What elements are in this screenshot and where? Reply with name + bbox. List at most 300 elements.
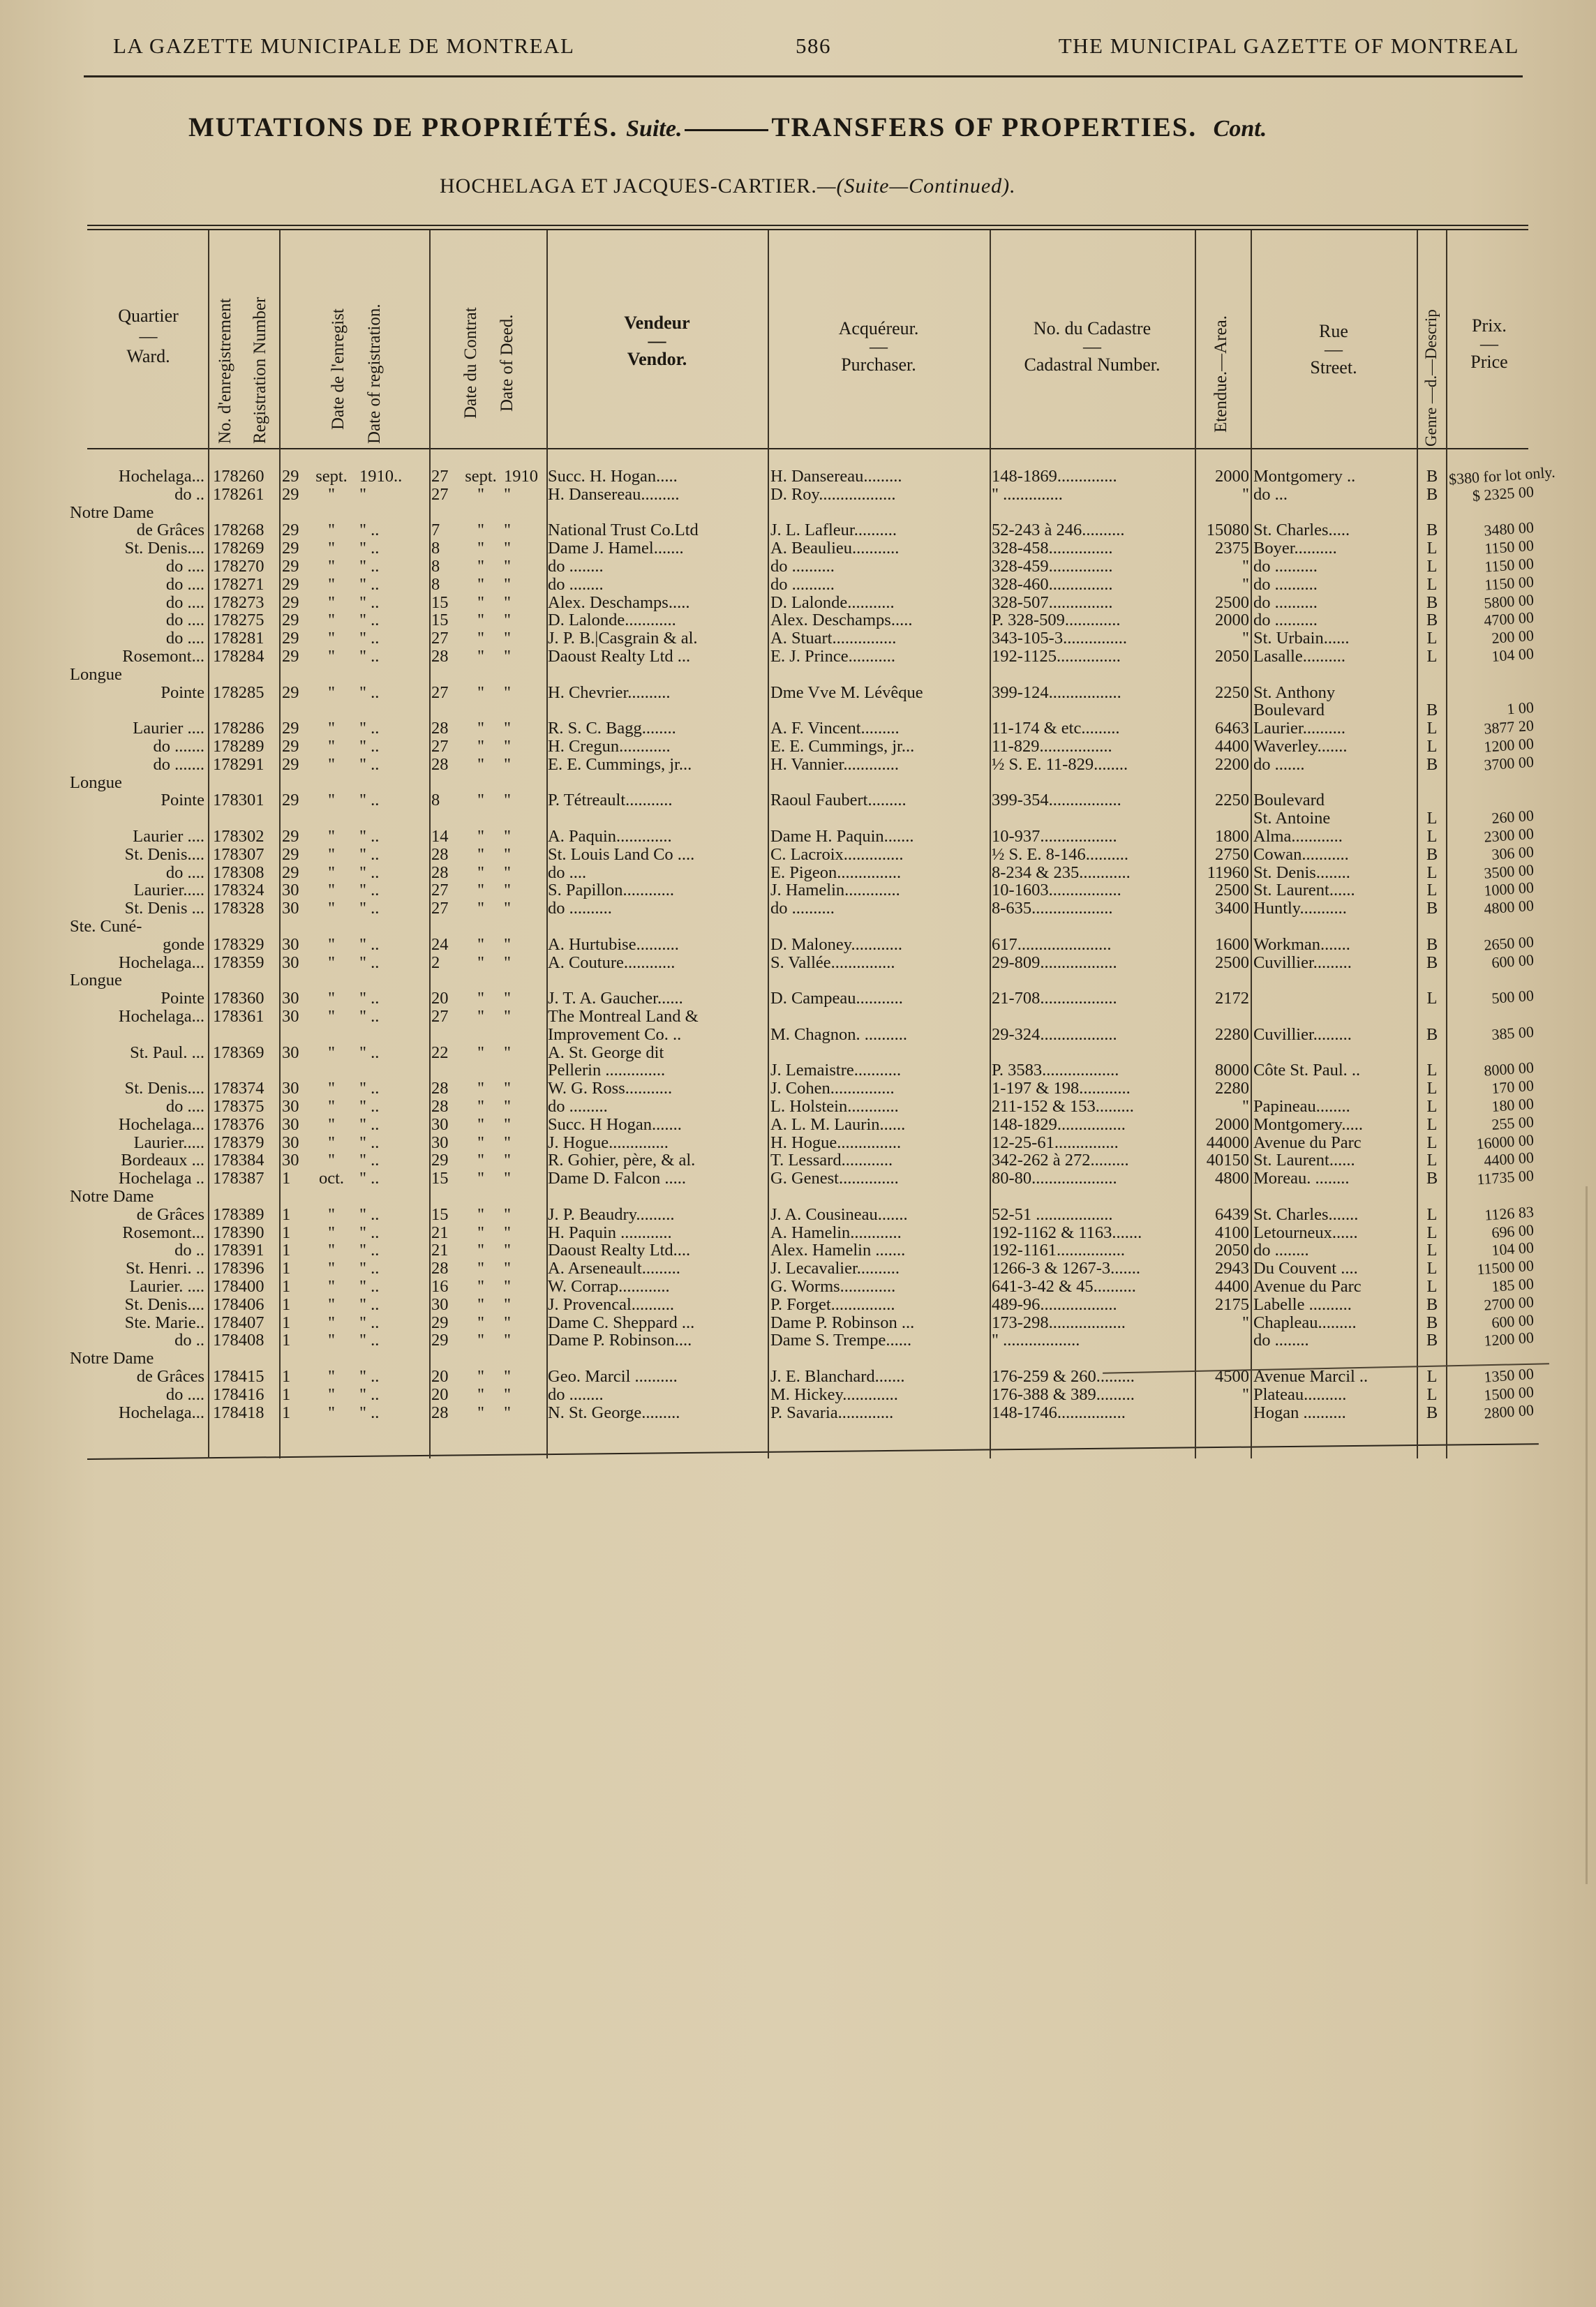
header-left: LA GAZETTE MUNICIPALE DE MONTREAL (113, 33, 575, 58)
cell-reg-number: 178260 (213, 468, 264, 486)
cell-vendor: A. Paquin............. (548, 828, 672, 846)
cell-price: 696 00 (1491, 1220, 1535, 1241)
cell-area: 6463 (1215, 719, 1249, 738)
cell-vendor: do ......... (548, 1098, 608, 1116)
cell-deed-month: " (477, 738, 484, 756)
cell-purchaser: A. Hamelin............ (770, 1223, 902, 1242)
table-row (0, 1256, 1596, 1278)
cell-reg-number: 178418 (213, 1403, 264, 1422)
cell-reg-year: 1910.. (359, 468, 403, 486)
cell-street: do .......... (1253, 558, 1318, 576)
cell-area: 2250 (1215, 683, 1249, 702)
cell-reg-number: 178281 (213, 629, 264, 648)
cell-purchaser: E. E. Cummings, jr... (770, 738, 915, 756)
cell-reg-month: " (327, 1368, 335, 1386)
cell-reg-month: " (327, 1241, 335, 1260)
cell-reg-number: 178269 (213, 539, 264, 558)
cell-genre: L (1426, 738, 1438, 756)
cell-cadastre: ½ S. E. 11-829........ (992, 755, 1128, 774)
cell-genre: L (1426, 1278, 1438, 1296)
cell-area: 2500 (1215, 953, 1249, 972)
cell-deed-day: 27 (431, 1008, 449, 1026)
cell-price: 1150 00 (1484, 536, 1535, 558)
cell-reg-day: 29 (282, 539, 299, 558)
cell-deed-month: " (477, 791, 484, 810)
cell-deed-day: 20 (431, 1368, 449, 1386)
cell-deed-year: " (504, 1295, 512, 1314)
cell-street: Workman....... (1253, 935, 1350, 954)
cell-deed-day: 29 (431, 1151, 449, 1170)
cell-purchaser: J. Cohen............... (770, 1080, 895, 1098)
cell-area: 2280 (1215, 1025, 1249, 1044)
cell-price: 104 00 (1491, 644, 1535, 665)
cell-purchaser: do .......... (770, 558, 835, 576)
cell-ward: do .... (165, 593, 204, 612)
cell-ward: gonde (163, 935, 204, 954)
cell-street: Cowan........... (1253, 845, 1349, 864)
cell-ward: St. Henri. .. (126, 1260, 204, 1278)
table-row (0, 554, 1596, 576)
cell-cadastre: P. 328-509............. (992, 611, 1121, 630)
cell-reg-month: " (327, 1043, 335, 1062)
cell-street: Chapleau......... (1253, 1313, 1357, 1332)
cell-cadastre: 52-243 à 246.......... (992, 521, 1125, 540)
cell-deed-year: " (504, 1098, 512, 1116)
cell-cadastre: 343-105-3............... (992, 629, 1127, 648)
cell-cadastre: 342-262 à 272......... (992, 1151, 1129, 1170)
cell-deed-day: 30 (431, 1115, 449, 1134)
cell-reg-year: " .. (359, 648, 380, 666)
cell-reg-day: 29 (282, 593, 299, 612)
cell-deed-month: " (477, 1170, 484, 1188)
cell-reg-month: " (327, 629, 335, 648)
cell-deed-year: " (504, 738, 512, 756)
cell-street: do ....... (1253, 755, 1305, 774)
cell-ward: Notre Dame (70, 1350, 154, 1368)
cell-reg-number: 178308 (213, 863, 264, 882)
cell-reg-number: 178302 (213, 828, 264, 846)
cell-cadastre: 21-708.................. (992, 990, 1117, 1008)
cell-cadastre: 11-829................. (992, 738, 1112, 756)
cell-purchaser: H. Hogue............... (770, 1133, 902, 1152)
cell-ward: St. Denis.... (124, 1295, 204, 1314)
cell-deed-month: " (477, 755, 484, 774)
col-header-genre: Genre —d.—Descrip (1422, 309, 1440, 447)
cell-deed-month: " (477, 953, 484, 972)
cell-genre: L (1426, 863, 1438, 882)
cell-reg-day: 1 (282, 1295, 291, 1314)
cell-deed-month: " (477, 1043, 484, 1062)
table-row (0, 1044, 1596, 1062)
cell-vendor: J. Provencal.......... (548, 1295, 674, 1314)
cell-reg-number: 178406 (213, 1295, 264, 1314)
cell-reg-number: 178285 (213, 683, 264, 702)
table-row (0, 716, 1596, 738)
table-row (0, 1061, 1596, 1080)
cell-deed-year: " (504, 881, 512, 900)
cell-reg-year: " .. (359, 953, 380, 972)
cell-deed-day: 24 (431, 935, 449, 954)
cell-reg-number: 178268 (213, 521, 264, 540)
table-row (0, 752, 1596, 774)
cell-vendor: Pellerin .............. (548, 1061, 666, 1080)
cell-purchaser: D. Lalonde........... (770, 593, 895, 612)
cell-reg-year: " .. (359, 1331, 380, 1350)
cell-reg-year: " .. (359, 539, 380, 558)
cell-cadastre: 399-124................. (992, 683, 1121, 702)
cell-reg-month: " (327, 881, 335, 900)
cell-deed-month: " (477, 990, 484, 1008)
cell-street: Labelle .......... (1253, 1295, 1352, 1314)
cell-reg-day: 29 (282, 629, 299, 648)
cell-street: St. Charles..... (1253, 521, 1350, 540)
cell-reg-year: " .. (359, 845, 380, 864)
col-header-price: Prix. — Price (1447, 310, 1531, 378)
cell-deed-day: 8 (431, 575, 440, 594)
table-row (0, 881, 1596, 899)
cell-vendor: A. Hurtubise.......... (548, 935, 679, 954)
table-row (0, 1331, 1596, 1350)
cell-cadastre: " .............. (992, 485, 1063, 504)
cell-reg-day: 30 (282, 1133, 299, 1152)
table-row (0, 1202, 1596, 1224)
cell-reg-year: " .. (359, 575, 380, 594)
cell-reg-day: 29 (282, 611, 299, 630)
cell-deed-day: 7 (431, 521, 440, 540)
cell-vendor: Alex. Deschamps..... (548, 593, 690, 612)
cell-deed-year: " (504, 521, 512, 540)
title-dash (685, 129, 768, 131)
cell-reg-number: 178369 (213, 1043, 264, 1062)
table-row (0, 791, 1596, 809)
cell-purchaser: Alex. Deschamps..... (770, 611, 913, 630)
cell-deed-month: " (477, 828, 484, 846)
cell-area: 2000 (1215, 468, 1249, 486)
cell-reg-day: 1 (282, 1241, 291, 1260)
cell-deed-day: 8 (431, 539, 440, 558)
cell-price: 200 00 (1491, 626, 1535, 648)
cell-street: Avenue Marcil .. (1253, 1368, 1368, 1386)
cell-deed-day: 27 (431, 485, 449, 504)
cell-deed-month: " (477, 629, 484, 648)
cell-reg-year: " .. (359, 1368, 380, 1386)
cell-street: Montgomery .. (1253, 468, 1356, 486)
header-cadastre-fr: No. du Cadastre (1033, 318, 1151, 338)
cell-deed-year: " (504, 1205, 512, 1224)
cell-ward: Pointe (161, 683, 204, 702)
cell-deed-year: " (504, 1241, 512, 1260)
cell-ward: de Grâces (136, 1368, 204, 1386)
cell-area: " (1241, 575, 1249, 594)
cell-deed-day: 27 (431, 468, 449, 486)
cell-vendor: H. Cregun............ (548, 738, 671, 756)
cell-genre: B (1426, 935, 1438, 954)
cell-cadastre: ½ S. E. 8-146.......... (992, 845, 1128, 864)
cell-deed-month: " (477, 1368, 484, 1386)
cell-reg-year: " .. (359, 1080, 380, 1098)
cell-reg-month: " (327, 719, 335, 738)
cell-cadastre: 399-354................. (992, 791, 1121, 810)
cell-cadastre: 1-197 & 198............ (992, 1080, 1131, 1098)
cell-deed-year: " (504, 719, 512, 738)
cell-ward: Pointe (161, 791, 204, 810)
cell-street: Du Couvent .... (1253, 1260, 1358, 1278)
cell-cadastre: 52-51 .................. (992, 1205, 1113, 1224)
cell-genre: L (1426, 539, 1438, 558)
col-header-cadastre: No. du Cadastre — Cadastral Number. (991, 313, 1193, 381)
table-row (0, 1022, 1596, 1044)
cell-reg-month: " (327, 755, 335, 774)
table-row (0, 1076, 1596, 1098)
cell-area: 2200 (1215, 755, 1249, 774)
cell-reg-day: 29 (282, 485, 299, 504)
cell-reg-year: " .. (359, 1385, 380, 1404)
cell-vendor: Daoust Realty Ltd.... (548, 1241, 691, 1260)
header-rue: Rue (1319, 321, 1348, 341)
header-cadastre-en: Cadastral Number. (1024, 354, 1161, 375)
table-row (0, 1220, 1596, 1242)
cell-deed-year: " (504, 1278, 512, 1296)
cell-genre: L (1426, 558, 1438, 576)
cell-reg-year: " .. (359, 1205, 380, 1224)
cell-price: 170 00 (1491, 1076, 1535, 1098)
subtitle-note: —(Suite—Continued). (816, 174, 1016, 197)
cell-reg-year: " .. (359, 1260, 380, 1278)
cell-purchaser: Dame P. Robinson ... (770, 1313, 915, 1332)
cell-cadastre: 8-234 & 235............ (992, 863, 1131, 882)
cell-street: St. Charles....... (1253, 1205, 1359, 1224)
cell-vendor: D. Lalonde............ (548, 611, 676, 630)
cell-deed-year: " (504, 1223, 512, 1242)
table-row (0, 824, 1596, 846)
cell-deed-month: " (477, 648, 484, 666)
cell-vendor: J. P. Beaudry......... (548, 1205, 675, 1224)
cell-deed-year: " (504, 1260, 512, 1278)
cell-genre: L (1426, 990, 1438, 1008)
cell-ward: St. Denis.... (124, 1080, 204, 1098)
cell-purchaser: Dame H. Paquin....... (770, 828, 914, 846)
cell-reg-day: 29 (282, 738, 299, 756)
cell-purchaser: G. Genest.............. (770, 1170, 899, 1188)
cell-street: Plateau.......... (1253, 1385, 1347, 1404)
cell-price: 306 00 (1491, 842, 1535, 863)
col-header-deed-en: Date of Deed. (498, 314, 516, 412)
cell-ward: do .... (165, 611, 204, 630)
cell-reg-month: " (327, 1151, 335, 1170)
cell-street: St. Anthony (1253, 683, 1336, 702)
cell-deed-year: " (504, 611, 512, 630)
cell-street: do ... (1253, 485, 1288, 504)
cell-price: 185 00 (1491, 1274, 1535, 1295)
cell-purchaser: M. Hickey............. (770, 1385, 898, 1404)
cell-reg-month: " (327, 935, 335, 954)
cell-street: St. Denis........ (1253, 863, 1350, 882)
cell-deed-day: 14 (431, 828, 449, 846)
cell-area: 2375 (1215, 539, 1249, 558)
cell-reg-year: " .. (359, 683, 380, 702)
cell-deed-year: " (504, 845, 512, 864)
cell-genre: B (1426, 1313, 1438, 1332)
cell-reg-year: " (359, 485, 367, 504)
cell-cadastre: 10-1603................. (992, 881, 1121, 900)
cell-reg-month: " (327, 1260, 335, 1278)
cell-genre: B (1426, 611, 1438, 630)
cell-area: 4800 (1215, 1170, 1249, 1188)
cell-genre: B (1426, 899, 1438, 918)
cell-reg-year: " .. (359, 1241, 380, 1260)
cell-reg-year: " .. (359, 629, 380, 648)
cell-genre: L (1426, 648, 1438, 666)
cell-cadastre: 148-1746................ (992, 1403, 1126, 1422)
table-row (0, 1274, 1596, 1296)
cell-deed-month: " (477, 1205, 484, 1224)
cell-deed-month: " (477, 1151, 484, 1170)
cell-deed-year: " (504, 1151, 512, 1170)
cell-reg-number: 178286 (213, 719, 264, 738)
cell-deed-month: " (477, 1133, 484, 1152)
cell-reg-month: " (327, 1115, 335, 1134)
cell-deed-day: 27 (431, 738, 449, 756)
cell-reg-month: " (327, 1080, 335, 1098)
col-header-purchaser: Acquéreur. — Purchaser. (769, 313, 988, 381)
cell-vendor: H. Paquin ............ (548, 1223, 672, 1242)
cell-purchaser: Alex. Hamelin ....... (770, 1241, 906, 1260)
cell-ward: Ste. Marie.. (124, 1313, 204, 1332)
cell-reg-year: " .. (359, 593, 380, 612)
cell-reg-day: 30 (282, 935, 299, 954)
cell-cadastre: 328-459............... (992, 558, 1113, 576)
table-bottom-rule (87, 1443, 1539, 1460)
cell-reg-month: " (327, 1133, 335, 1152)
cell-purchaser: A. Beaulieu........... (770, 539, 900, 558)
cell-vendor: Dame D. Falcon ..... (548, 1170, 686, 1188)
cell-vendor: do ........ (548, 1385, 604, 1404)
cell-price: 5800 00 (1483, 590, 1535, 612)
cell-deed-day: 20 (431, 990, 449, 1008)
cell-purchaser: J. Lecavalier.......... (770, 1260, 900, 1278)
cell-price: 4700 00 (1483, 609, 1535, 630)
cell-purchaser: D. Roy.................. (770, 485, 896, 504)
cell-ward: Hochelaga... (118, 953, 204, 972)
cell-area: " (1241, 629, 1249, 648)
cell-reg-day: 29 (282, 521, 299, 540)
table-row (0, 1112, 1596, 1134)
cell-deed-day: 16 (431, 1278, 449, 1296)
cell-vendor: W. G. Ross........... (548, 1080, 673, 1098)
table-row (0, 1382, 1596, 1404)
cell-ward: Notre Dame (70, 503, 154, 522)
cell-reg-number: 178273 (213, 593, 264, 612)
cell-reg-number: 178328 (213, 899, 264, 918)
cell-price: 2650 00 (1483, 932, 1535, 954)
cell-ward: St. Paul. ... (130, 1043, 204, 1062)
cell-reg-year: " .. (359, 1295, 380, 1314)
cell-reg-month: " (327, 863, 335, 882)
cell-purchaser: A. L. M. Laurin...... (770, 1115, 906, 1134)
cell-area: 6439 (1215, 1205, 1249, 1224)
cell-reg-day: 30 (282, 1115, 299, 1134)
cell-reg-year: " .. (359, 558, 380, 576)
cell-deed-day: 28 (431, 755, 449, 774)
cell-price: 11735 00 (1476, 1166, 1535, 1188)
cell-ward: Laurier .... (133, 828, 204, 846)
cell-reg-day: 1 (282, 1403, 291, 1422)
table-row (0, 971, 1596, 990)
cell-genre: L (1426, 1368, 1438, 1386)
cell-reg-month: " (327, 1205, 335, 1224)
cell-ward: St. Denis ... (124, 899, 204, 918)
col-header-area: Etendue.—Area. (1211, 315, 1230, 433)
cell-reg-day: 30 (282, 1008, 299, 1026)
table-row (0, 842, 1596, 864)
title-en: TRANSFERS OF PROPERTIES. (771, 112, 1198, 142)
cell-vendor: Daoust Realty Ltd ... (548, 648, 691, 666)
cell-price: 3877 20 (1483, 716, 1535, 738)
cell-ward: St. Denis.... (124, 845, 204, 864)
cell-area: 44000 (1206, 1133, 1249, 1152)
cell-genre: B (1426, 1295, 1438, 1314)
cell-purchaser: J. L. Lafleur.......... (770, 521, 897, 540)
cell-reg-year: " .. (359, 1278, 380, 1296)
cell-vendor: Dame J. Hamel....... (548, 539, 684, 558)
cell-reg-month: " (327, 1008, 335, 1026)
cell-cadastre: 176-388 & 389......... (992, 1385, 1135, 1404)
cell-reg-year: " .. (359, 1098, 380, 1116)
table-top-rule (87, 225, 1528, 226)
cell-reg-day: 30 (282, 1043, 299, 1062)
cell-reg-number: 178291 (213, 755, 264, 774)
cell-genre: L (1426, 828, 1438, 846)
cell-deed-day: 28 (431, 845, 449, 864)
cell-ward: Hochelaga... (118, 1008, 204, 1026)
cell-reg-month: " (327, 485, 335, 504)
cell-deed-day: 15 (431, 1205, 449, 1224)
cell-deed-month: " (477, 935, 484, 954)
cell-ward: de Grâces (136, 521, 204, 540)
cell-cadastre: 8-635................... (992, 899, 1113, 918)
cell-reg-day: 30 (282, 953, 299, 972)
cell-reg-month: " (327, 828, 335, 846)
cell-reg-number: 178324 (213, 881, 264, 900)
cell-street: Alma............ (1253, 828, 1343, 846)
cell-genre: L (1426, 1205, 1438, 1224)
cell-reg-month: " (327, 953, 335, 972)
cell-deed-day: 27 (431, 629, 449, 648)
cell-cadastre: 489-96.................. (992, 1295, 1117, 1314)
table-row (0, 504, 1596, 522)
cell-ward: Notre Dame (70, 1188, 154, 1206)
cell-price: 1500 00 (1483, 1382, 1535, 1404)
cell-street: Huntly........... (1253, 899, 1347, 918)
cell-reg-month: " (327, 1098, 335, 1116)
table-top-rule-2 (87, 229, 1528, 230)
table-row (0, 932, 1596, 954)
cell-area: 40150 (1206, 1151, 1249, 1170)
cell-reg-year: " .. (359, 1043, 380, 1062)
table-row (0, 986, 1596, 1008)
cell-area: 2000 (1215, 611, 1249, 630)
cell-street: Moreau. ........ (1253, 1170, 1350, 1188)
cell-reg-day: 1 (282, 1368, 291, 1386)
cell-area: 3400 (1215, 899, 1249, 918)
cell-cadastre: 328-507............... (992, 593, 1113, 612)
cell-reg-year: " .. (359, 863, 380, 882)
cell-street: Avenue du Parc (1253, 1133, 1362, 1152)
cell-cadastre: " .................. (992, 1331, 1080, 1350)
cell-purchaser: J. Lemaistre........... (770, 1061, 902, 1080)
cell-cadastre: 641-3-42 & 45.......... (992, 1278, 1136, 1296)
cell-reg-day: 30 (282, 1080, 299, 1098)
